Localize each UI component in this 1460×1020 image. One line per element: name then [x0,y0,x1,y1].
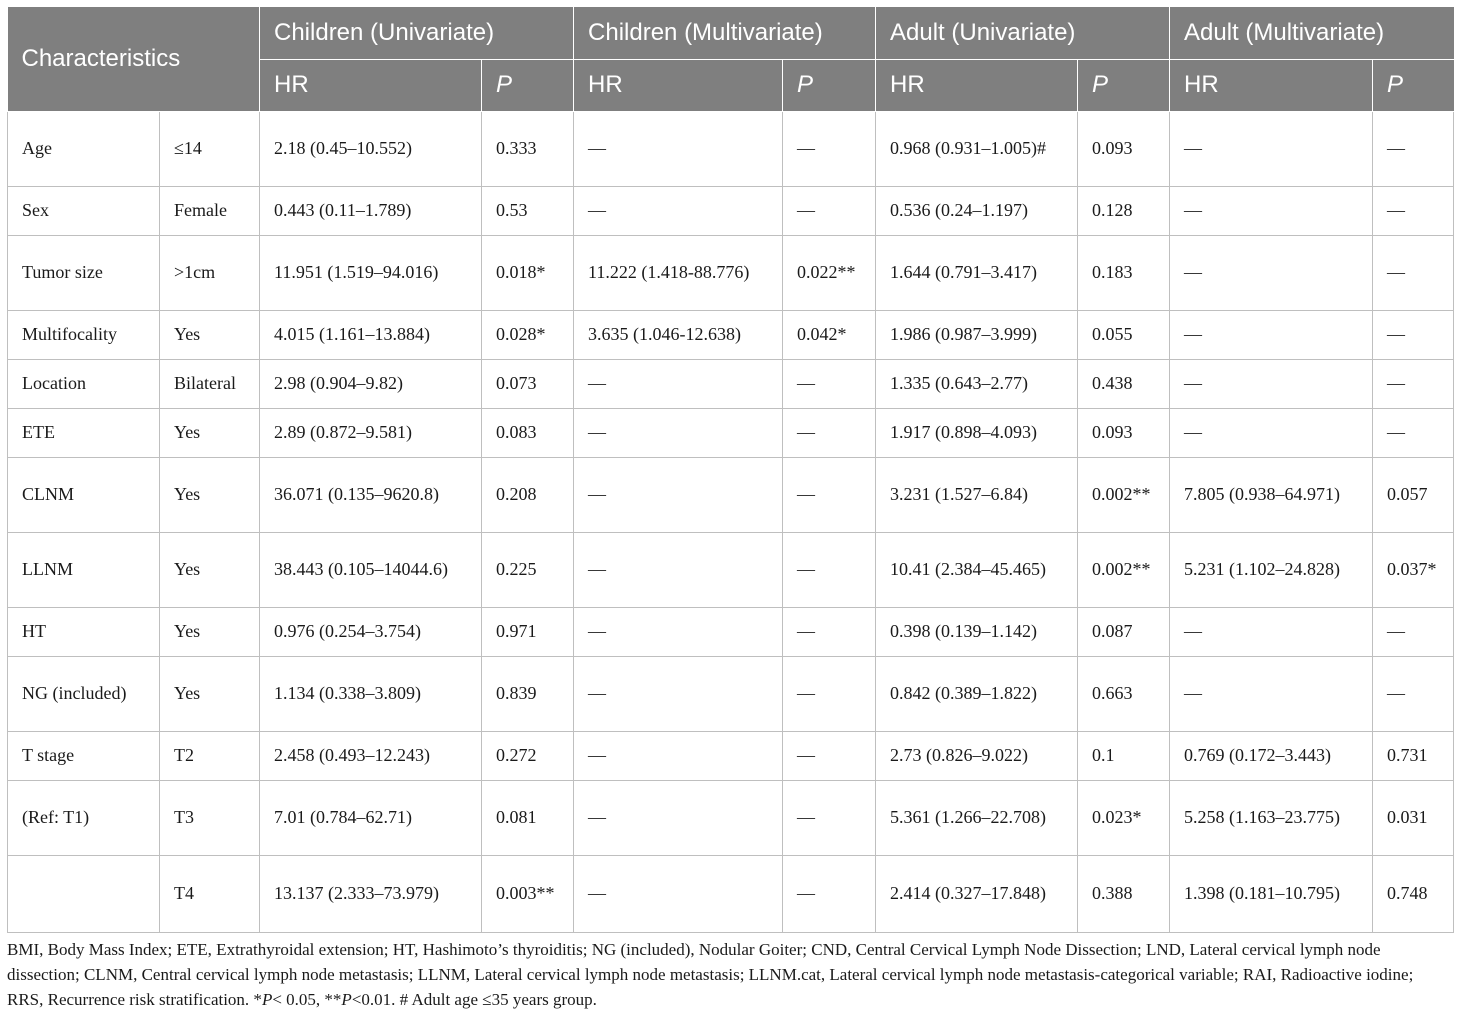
table-row [8,780,1454,855]
characteristic-cell: LLNM [8,532,160,607]
children-univariate-p-cell: 0.225 [482,532,574,607]
level-cell: Yes [160,532,260,607]
children-univariate-p-cell: 0.018* [482,235,574,310]
children-univariate-hr-cell: 13.137 (2.333–73.979) [260,855,482,932]
level-cell: >1cm [160,235,260,310]
footnote-text: BMI, Body Mass Index; ETE, Extrathyroidal extension; HT, Hashimoto’s thyroiditis; NG (included), Nodular Goiter; CND, Central Cervical Lymph Node Dissection; LND, Lateral cervical lymph node dissection; CLNM, Central cervical lymph node metastasis; LLNM, Lateral cervical lymph node metastasis; LLNM.cat, Lateral cervical lymph node metastasis-categorical variable; RAI, Radioactive iodine; RRS, Recurrence risk stratification. * [7,940,1414,1009]
adult-univariate-hr-cell: 1.644 (0.791–3.417) [876,235,1078,310]
adult-multivariate-hr-cell: 5.258 (1.163–23.775) [1170,780,1373,855]
children-multivariate-p-cell: 0.042* [783,310,876,359]
level-cell: Yes [160,656,260,731]
characteristic-cell: NG (included) [8,656,160,731]
hr-header: HR [1170,59,1373,111]
level-cell: Yes [160,607,260,656]
children-multivariate-p-cell: — [783,607,876,656]
table-row [8,731,1454,780]
children-multivariate-p-cell: — [783,457,876,532]
adult-multivariate-p-cell: 0.731 [1373,731,1454,780]
children-multivariate-p-cell: — [783,656,876,731]
adult-univariate-hr-cell: 1.986 (0.987–3.999) [876,310,1078,359]
children-multivariate-hr-cell: 11.222 (1.418-88.776) [574,235,783,310]
hr-header: HR [574,59,783,111]
adult-multivariate-p-cell: — [1373,656,1454,731]
footnote-text: <0.01. # Adult age ≤35 years group. [351,990,597,1009]
children-multivariate-hr-cell: — [574,532,783,607]
adult-univariate-p-cell: 0.663 [1078,656,1170,731]
adult-univariate-p-cell: 0.128 [1078,186,1170,235]
children-multivariate-hr-cell: — [574,780,783,855]
children-multivariate-hr-cell: 3.635 (1.046-12.638) [574,310,783,359]
adult-univariate-hr-cell: 0.398 (0.139–1.142) [876,607,1078,656]
children-univariate-p-cell: 0.971 [482,607,574,656]
level-cell: Yes [160,310,260,359]
table-row [8,656,1454,731]
adult-univariate-hr-cell: 5.361 (1.266–22.708) [876,780,1078,855]
characteristic-cell: HT [8,607,160,656]
adult-multivariate-p-cell: 0.057 [1373,457,1454,532]
children-univariate-hr-cell: 2.18 (0.45–10.552) [260,111,482,186]
adult-multivariate-p-cell: — [1373,235,1454,310]
characteristic-cell: (Ref: T1) [8,780,160,855]
adult-univariate-p-cell: 0.087 [1078,607,1170,656]
level-cell: Female [160,186,260,235]
level-cell: Yes [160,457,260,532]
p-header: P [1373,59,1454,111]
adult-multivariate-hr-cell: — [1170,359,1373,408]
adult-univariate-hr-cell: 2.73 (0.826–9.022) [876,731,1078,780]
children-multivariate-p-cell: — [783,186,876,235]
adult-multivariate-p-cell: — [1373,607,1454,656]
adult-multivariate-hr-cell: — [1170,111,1373,186]
adult-multivariate-hr-cell: — [1170,186,1373,235]
level-cell: T3 [160,780,260,855]
children-univariate-hr-cell: 0.976 (0.254–3.754) [260,607,482,656]
adult-univariate-p-cell: 0.388 [1078,855,1170,932]
adult-multivariate-hr-cell: 0.769 (0.172–3.443) [1170,731,1373,780]
adult-univariate-p-cell: 0.002** [1078,457,1170,532]
characteristic-cell: Age [8,111,160,186]
table-row [8,186,1454,235]
table-row [8,111,1454,186]
table-row [8,359,1454,408]
table-row [8,607,1454,656]
adult-multivariate-hr-cell: 1.398 (0.181–10.795) [1170,855,1373,932]
children-multivariate-hr-cell: — [574,186,783,235]
table-row [8,310,1454,359]
children-univariate-hr-cell: 11.951 (1.519–94.016) [260,235,482,310]
children-multivariate-hr-cell: — [574,359,783,408]
children-multivariate-p-cell: — [783,731,876,780]
hr-header: HR [876,59,1078,111]
table-container [7,7,1453,933]
footnote-p-symbol: P [261,990,273,1009]
adult-univariate-hr-cell: 0.968 (0.931–1.005)# [876,111,1078,186]
p-header: P [482,59,574,111]
children-univariate-hr-cell: 4.015 (1.161–13.884) [260,310,482,359]
characteristic-cell: Multifocality [8,310,160,359]
adult-univariate-p-cell: 0.093 [1078,408,1170,457]
children-multivariate-p-cell: — [783,855,876,932]
adult-multivariate-p-cell: — [1373,186,1454,235]
characteristic-cell: T stage [8,731,160,780]
table-row [8,855,1454,932]
children-univariate-hr-cell: 0.443 (0.11–1.789) [260,186,482,235]
children-multivariate-hr-cell: — [574,656,783,731]
adult-multivariate-hr-cell: — [1170,310,1373,359]
characteristic-cell: CLNM [8,457,160,532]
adult-multivariate-hr-cell: — [1170,656,1373,731]
adult-multivariate-p-cell: 0.037* [1373,532,1454,607]
table-row [8,408,1454,457]
table-footnote [7,937,1453,1012]
adult-multivariate-hr-cell: — [1170,235,1373,310]
adult-multivariate-hr-cell: 7.805 (0.938–64.971) [1170,457,1373,532]
group-header: Adult (Multivariate) [1170,7,1454,59]
children-univariate-p-cell: 0.073 [482,359,574,408]
adult-univariate-p-cell: 0.055 [1078,310,1170,359]
children-univariate-hr-cell: 1.134 (0.338–3.809) [260,656,482,731]
children-multivariate-hr-cell: — [574,111,783,186]
children-univariate-p-cell: 0.333 [482,111,574,186]
footnote-p-symbol: P [341,990,352,1009]
children-univariate-hr-cell: 2.89 (0.872–9.581) [260,408,482,457]
adult-univariate-hr-cell: 3.231 (1.527–6.84) [876,457,1078,532]
adult-multivariate-hr-cell: 5.231 (1.102–24.828) [1170,532,1373,607]
group-header: Children (Multivariate) [574,7,876,59]
children-univariate-p-cell: 0.003** [482,855,574,932]
table-row [8,532,1454,607]
children-univariate-p-cell: 0.208 [482,457,574,532]
adult-univariate-p-cell: 0.093 [1078,111,1170,186]
table-body [8,111,1454,932]
group-header: Children (Univariate) [260,7,574,59]
characteristic-cell: Location [8,359,160,408]
table-row [8,235,1454,310]
characteristics-header: Characteristics [8,7,260,111]
level-cell: Bilateral [160,359,260,408]
children-multivariate-hr-cell: — [574,408,783,457]
adult-univariate-hr-cell: 2.414 (0.327–17.848) [876,855,1078,932]
characteristic-cell: Tumor size [8,235,160,310]
children-univariate-p-cell: 0.272 [482,731,574,780]
children-multivariate-hr-cell: — [574,607,783,656]
children-univariate-p-cell: 0.839 [482,656,574,731]
adult-univariate-p-cell: 0.023* [1078,780,1170,855]
footnote-text: < 0.05, ** [272,990,342,1009]
adult-multivariate-p-cell: 0.031 [1373,780,1454,855]
adult-multivariate-hr-cell: — [1170,607,1373,656]
p-header: P [1078,59,1170,111]
adult-univariate-p-cell: 0.002** [1078,532,1170,607]
children-multivariate-hr-cell: — [574,855,783,932]
children-univariate-hr-cell: 2.458 (0.493–12.243) [260,731,482,780]
children-multivariate-p-cell: — [783,532,876,607]
adult-multivariate-p-cell: — [1373,310,1454,359]
table-row [8,457,1454,532]
children-univariate-hr-cell: 38.443 (0.105–14044.6) [260,532,482,607]
hr-header: HR [260,59,482,111]
children-univariate-p-cell: 0.028* [482,310,574,359]
results-table [7,7,1454,933]
adult-multivariate-p-cell: 0.748 [1373,855,1454,932]
adult-univariate-hr-cell: 1.335 (0.643–2.77) [876,359,1078,408]
children-univariate-hr-cell: 7.01 (0.784–62.71) [260,780,482,855]
level-cell: T2 [160,731,260,780]
children-multivariate-p-cell: 0.022** [783,235,876,310]
adult-univariate-hr-cell: 10.41 (2.384–45.465) [876,532,1078,607]
level-cell: Yes [160,408,260,457]
level-cell: ≤14 [160,111,260,186]
children-multivariate-p-cell: — [783,780,876,855]
children-univariate-hr-cell: 2.98 (0.904–9.82) [260,359,482,408]
characteristic-cell [8,855,160,932]
adult-univariate-hr-cell: 1.917 (0.898–4.093) [876,408,1078,457]
children-multivariate-p-cell: — [783,359,876,408]
children-multivariate-p-cell: — [783,408,876,457]
adult-univariate-hr-cell: 0.842 (0.389–1.822) [876,656,1078,731]
adult-multivariate-hr-cell: — [1170,408,1373,457]
children-univariate-hr-cell: 36.071 (0.135–9620.8) [260,457,482,532]
adult-univariate-p-cell: 0.183 [1078,235,1170,310]
children-univariate-p-cell: 0.53 [482,186,574,235]
children-univariate-p-cell: 0.083 [482,408,574,457]
adult-multivariate-p-cell: — [1373,359,1454,408]
children-multivariate-hr-cell: — [574,731,783,780]
adult-univariate-hr-cell: 0.536 (0.24–1.197) [876,186,1078,235]
group-header: Adult (Univariate) [876,7,1170,59]
children-multivariate-p-cell: — [783,111,876,186]
children-multivariate-hr-cell: — [574,457,783,532]
adult-univariate-p-cell: 0.1 [1078,731,1170,780]
characteristic-cell: ETE [8,408,160,457]
adult-multivariate-p-cell: — [1373,111,1454,186]
characteristic-cell: Sex [8,186,160,235]
children-univariate-p-cell: 0.081 [482,780,574,855]
p-header: P [783,59,876,111]
level-cell: T4 [160,855,260,932]
adult-univariate-p-cell: 0.438 [1078,359,1170,408]
adult-multivariate-p-cell: — [1373,408,1454,457]
